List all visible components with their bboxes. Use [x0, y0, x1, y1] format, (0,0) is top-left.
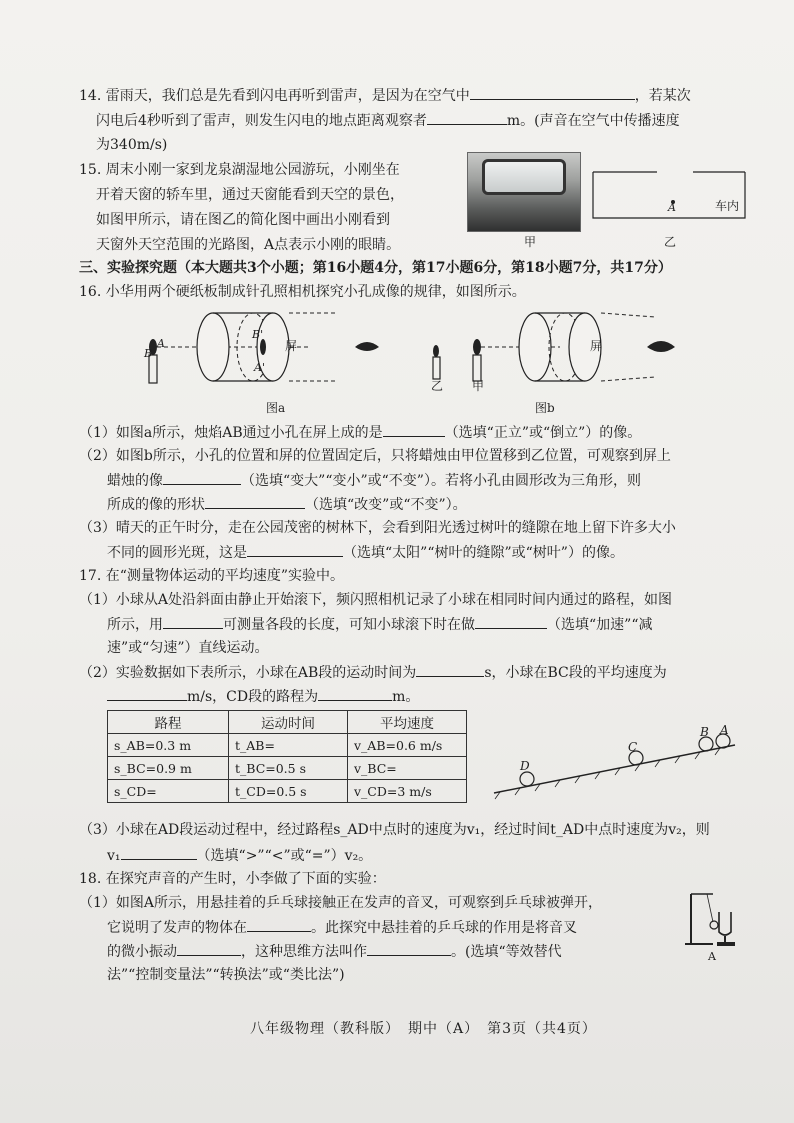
- table-header-row: [108, 711, 467, 734]
- q17-p3-line2: v₁ （选填“>”“<”或“=”）v₂。: [107, 845, 372, 866]
- q15-line3: 如图甲所示，请在图乙的简化图中画出小刚看到: [96, 212, 390, 228]
- label-B: B: [144, 347, 153, 360]
- q17-stem: 17. 在“测量物体运动的平均速度”实验中。: [79, 568, 345, 584]
- answer-blank[interactable]: [163, 614, 223, 629]
- q15-line4: 天窗外天空范围的光路图，A点表示小刚的眼睛。: [96, 237, 401, 253]
- table-cell: s_AB=0.3 m: [108, 734, 229, 757]
- table-cell: s_CD=: [108, 780, 229, 803]
- car-sunroof-photo: [467, 152, 581, 232]
- answer-blank[interactable]: [416, 662, 484, 677]
- answer-blank[interactable]: [470, 85, 635, 100]
- pinhole-camera-figures: [135, 305, 695, 405]
- page-footer: 八年级物理（教科版） 期中（A） 第3页（共4页）: [250, 1021, 597, 1037]
- tuning-fork-apparatus: [683, 888, 743, 950]
- answer-blank[interactable]: [247, 917, 311, 932]
- q18-p1-line4: 法”“控制变量法”“转换法”或“类比法”): [107, 967, 345, 983]
- screen-label-b: 屏: [590, 339, 603, 353]
- q14-line2: 闪电后4秒听到了雷声，则发生闪电的地点距离观察者 m。(声音在空气中传播速度: [96, 110, 680, 131]
- fig-jia-label: 甲: [524, 235, 537, 249]
- label-jia: 甲: [472, 379, 485, 393]
- car-inside-label: 车内: [715, 199, 740, 213]
- table-cell: s_BC=0.9 m: [108, 757, 229, 780]
- answer-blank[interactable]: [475, 614, 547, 629]
- q18-p1-line2: 它说明了发声的物体在 。此探究中悬挂着的乒乓球的作用是将音叉: [107, 917, 577, 938]
- q18-stem: 18. 在探究声音的产生时，小李做了下面的实验：: [79, 871, 386, 887]
- ball-label-D: D: [520, 759, 530, 773]
- table-cell: v_CD=3 m/s: [348, 780, 467, 803]
- q18-p1-line1: （1）如图A所示，用悬挂着的乒乓球接触正在发声的音叉，可观察到乒乓球被弹开，: [79, 895, 603, 911]
- table-cell: t_BC=0.5 s: [229, 757, 348, 780]
- answer-blank[interactable]: [247, 542, 343, 557]
- answer-blank[interactable]: [107, 686, 187, 701]
- ball-label-A: A: [720, 723, 729, 737]
- motion-data-table: [107, 710, 467, 803]
- section-3-title: 三、实验探究题（本大题共3个小题；第16小题4分，第17小题6分，第18小题7分，共17分）: [79, 260, 672, 276]
- q16-p2-line1: （2）如图b所示，小孔的位置和屏的位置固定后，只将蜡烛由甲位置移到乙位置，可观察到屏上: [79, 448, 671, 464]
- table-header-cell: 平均速度: [348, 711, 467, 734]
- answer-blank[interactable]: [205, 494, 305, 509]
- table-cell: v_AB=0.6 m/s: [348, 734, 467, 757]
- answer-blank[interactable]: [427, 110, 507, 125]
- fig-yi-label: 乙: [664, 235, 677, 249]
- table-row: [108, 780, 467, 803]
- q17-p1-line3: 速”或“匀速”）直线运动。: [107, 640, 269, 656]
- answer-blank[interactable]: [383, 422, 445, 437]
- q16-p1: （1）如图a所示，烛焰AB通过小孔在屏上成的是 （选填“正立”或“倒立”）的像。: [79, 422, 641, 443]
- q17-p2-line2: m/s，CD段的路程为 m。: [107, 686, 419, 707]
- answer-blank[interactable]: [318, 686, 392, 701]
- label-A-prime: A': [254, 361, 265, 374]
- q16-p3-line2: 不同的圆形光斑，这是 （选填“太阳”“树叶的缝隙”或“树叶”）的像。: [107, 542, 624, 563]
- table-row: [108, 734, 467, 757]
- answer-blank[interactable]: [163, 470, 241, 485]
- q17-p1-line2: 所示，用 可测量各段的长度，可知小球滚下时在做 （选填“加速”“减: [107, 614, 652, 635]
- q16-stem: 16. 小华用两个硬纸板制成针孔照相机探究小孔成像的规律，如图所示。: [79, 284, 526, 300]
- table-cell: t_AB=: [229, 734, 348, 757]
- label-yi: 乙: [431, 379, 444, 393]
- table-cell: t_CD=0.5 s: [229, 780, 348, 803]
- ball-label-C: C: [628, 740, 638, 754]
- q14-line3: 为340m/s): [96, 137, 168, 153]
- fig-A-label: A: [708, 950, 716, 963]
- screen-label-a: 屏: [285, 339, 298, 353]
- answer-blank[interactable]: [121, 845, 197, 860]
- q14-line1: 14. 雷雨天，我们总是先看到闪电再听到雷声，是因为在空气中 ，若某次: [79, 85, 691, 106]
- q16-p3-line1: （3）晴天的正午时分，走在公园茂密的树林下，会看到阳光透过树叶的缝隙在地上留下许多大小: [79, 520, 676, 536]
- fig-a-caption: 图a: [266, 401, 286, 415]
- q16-p2-line3: 所成的像的形状 （选填“改变”或“不变”）。: [107, 494, 467, 515]
- ball-label-B: B: [700, 725, 709, 739]
- label-A: A: [157, 337, 165, 350]
- eye-point-A: A: [668, 201, 676, 214]
- q16-p2-line2: 蜡烛的像 （选填“变大”“变小”或“不变”）。若将小孔由圆形改为三角形，则: [107, 470, 641, 491]
- label-B-prime: B': [252, 328, 264, 341]
- table-header-cell: 运动时间: [229, 711, 348, 734]
- answer-blank[interactable]: [177, 941, 241, 956]
- q17-p2-line1: （2）实验数据如下表所示，小球在AB段的运动时间为 s，小球在BC段的平均速度为: [79, 662, 667, 683]
- q18-p1-line3: 的微小振动 ，这种思维方法叫作 。(选填“等效替代: [107, 941, 562, 962]
- sunroof-window: [482, 159, 566, 195]
- table-cell: v_BC=: [348, 757, 467, 780]
- fig-b-caption: 图b: [535, 401, 555, 415]
- q17-p3-line1: （3）小球在AD段运动过程中，经过路程s_AD中点时的速度为v₁，经过时间t_AD中点时速度为v₂，则: [79, 822, 710, 838]
- q17-p1-line1: （1）小球从A处沿斜面由静止开始滚下，频闪照相机记录了小球在相同时间内通过的路程，如图: [79, 592, 673, 608]
- q15-line2: 开着天窗的轿车里，通过天窗能看到天空的景色，: [96, 187, 404, 203]
- answer-blank[interactable]: [367, 941, 451, 956]
- table-row: [108, 757, 467, 780]
- q15-line1: 15. 周末小刚一家到龙泉湖湿地公园游玩，小刚坐在: [79, 162, 400, 178]
- table-header-cell: 路程: [108, 711, 229, 734]
